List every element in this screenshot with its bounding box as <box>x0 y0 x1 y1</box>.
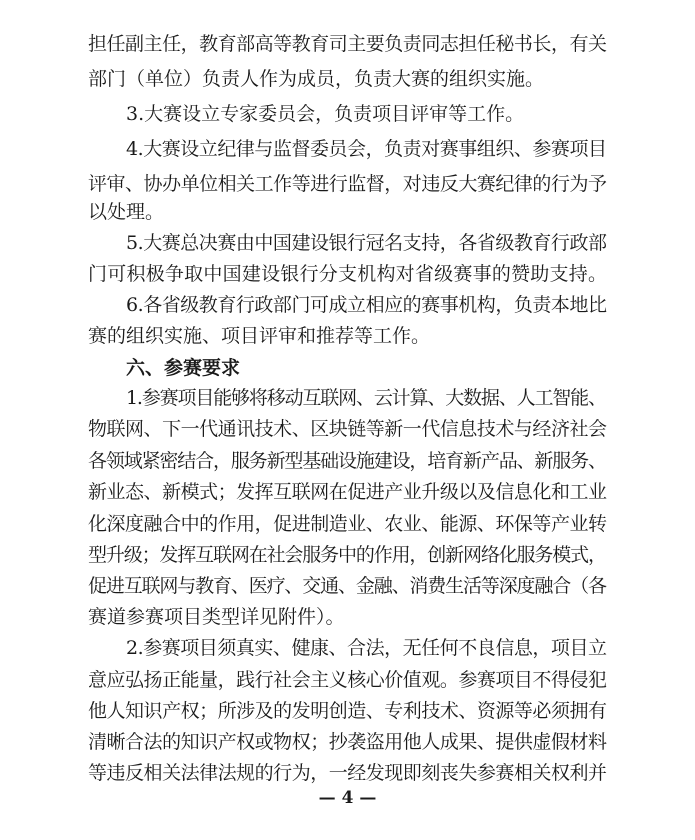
text-line <box>0 196 695 228</box>
text-line <box>0 227 695 259</box>
text-line <box>0 63 695 95</box>
section-heading-text: 六、参赛要求 <box>126 357 241 379</box>
text-line-content: 他人知识产权；所涉及的发明创造、专利技术、资源等必须拥有 <box>88 700 607 722</box>
text-line-content: 以处理。 <box>88 201 165 223</box>
text-line <box>0 28 695 60</box>
text-line-content: 促进互联网与教育、医疗、交通、金融、消费生活等深度融合（各 <box>88 575 606 597</box>
text-line <box>0 476 695 508</box>
text-line-content: 新业态、新模式；发挥互联网在促进产业升级以及信息化和工业 <box>88 481 607 503</box>
text-line <box>0 98 695 130</box>
text-line-content: 化深度融合中的作用，促进制造业、农业、能源、环保等产业转 <box>88 513 607 535</box>
text-line <box>0 289 695 321</box>
text-line-content: 1.参赛项目能够将移动互联网、云计算、大数据、人工智能、 <box>126 387 606 409</box>
text-line <box>0 508 695 540</box>
text-line-content: 赛的组织实施、项目评审和推荐等工作。 <box>88 325 431 347</box>
text-line-content: 担任副主任，教育部高等教育司主要负责同志担任秘书长，有关 <box>88 33 607 55</box>
text-line-content: 评审、协办单位相关工作等进行监督，对违反大赛纪律的行为予 <box>88 173 607 195</box>
page-number: — 4 — <box>318 788 377 808</box>
text-line-content: 意应弘扬正能量，践行社会主义核心价值观。参赛项目不得侵犯 <box>88 669 607 691</box>
text-line-content: 5.大赛总决赛由中国建设银行冠名支持，各省级教育行政部 <box>126 232 607 254</box>
text-line <box>0 133 695 165</box>
text-line <box>0 570 695 602</box>
text-line <box>0 258 695 290</box>
text-line <box>0 632 695 664</box>
text-line <box>0 601 695 633</box>
text-line <box>0 757 695 789</box>
text-line-content: 门可积极争取中国建设银行分支机构对省级赛事的赞助支持。 <box>88 263 608 285</box>
text-line-content: 清晰合法的知识产权或物权；抄袭盗用他人成果、提供虚假材料 <box>88 731 607 753</box>
text-line <box>0 695 695 727</box>
text-line-content: 物联网、下一代通讯技术、区块链等新一代信息技术与经济社会 <box>88 418 607 440</box>
text-line-content: 等违反相关法律法规的行为，一经发现即刻丧失参赛相关权利并 <box>88 762 607 784</box>
section-heading <box>0 352 695 384</box>
text-line <box>0 726 695 758</box>
text-line-content: 赛道参赛项目类型详见附件）。 <box>88 606 345 628</box>
text-line-content: 6.各省级教育行政部门可成立相应的赛事机构，负责本地比 <box>126 294 607 316</box>
text-line-content: 部门（单位）负责人作为成员，负责大赛的组织实施。 <box>88 68 545 90</box>
text-line-content: 4.大赛设立纪律与监督委员会，负责对赛事组织、参赛项目 <box>126 138 607 160</box>
text-line-content: 3.大赛设立专家委员会，负责项目评审等工作。 <box>126 103 525 125</box>
text-line <box>0 445 695 477</box>
text-line-content: 2.参赛项目须真实、健康、合法，无任何不良信息，项目立 <box>126 637 607 659</box>
text-line <box>0 539 695 571</box>
text-line <box>0 382 695 414</box>
text-line-content: 各领域紧密结合，服务新型基础设施建设，培育新产品、新服务、 <box>88 450 606 472</box>
text-line <box>0 320 695 352</box>
text-line-content: 型升级；发挥互联网在社会服务中的作用，创新网络化服务模式， <box>88 544 606 566</box>
text-line <box>0 664 695 696</box>
text-line <box>0 413 695 445</box>
